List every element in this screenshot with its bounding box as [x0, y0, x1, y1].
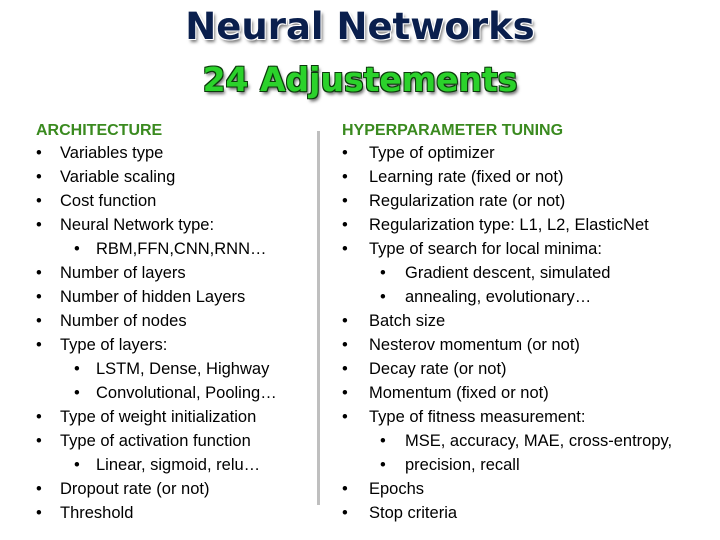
- list-item-text: MSE, accuracy, MAE, cross-entropy,: [405, 432, 673, 450]
- list-item: [36, 477, 306, 501]
- list-item-text: Gradient descent, simulated: [405, 264, 611, 282]
- sub-list-item: [36, 381, 306, 405]
- architecture-list: [36, 141, 306, 525]
- list-item-text: Linear, sigmoid, relu…: [96, 456, 261, 474]
- sub-list-item: [36, 357, 306, 381]
- list-item: [342, 333, 712, 357]
- list-item-text: Type of optimizer: [369, 144, 495, 162]
- bullet-icon: •: [36, 288, 42, 306]
- list-item-text: Neural Network type:: [60, 216, 215, 234]
- bullet-icon: •: [342, 240, 348, 258]
- list-item-text: Number of hidden Layers: [60, 288, 246, 306]
- list-item-text: Variable scaling: [60, 168, 176, 186]
- bullet-icon: •: [342, 168, 348, 186]
- list-item: [342, 213, 712, 237]
- list-item-text: Decay rate (or not): [369, 360, 507, 378]
- list-item: [36, 141, 306, 165]
- list-item-text: Learning rate (fixed or not): [369, 168, 564, 186]
- bullet-icon: •: [36, 168, 42, 186]
- list-item: [342, 309, 712, 333]
- bullet-icon: •: [380, 456, 386, 474]
- bullet-icon: •: [342, 504, 348, 522]
- bullet-icon: •: [380, 264, 386, 282]
- list-item-text: LSTM, Dense, Highway: [96, 360, 270, 378]
- bullet-icon: •: [342, 336, 348, 354]
- bullet-icon: •: [74, 384, 80, 402]
- architecture-column: [36, 121, 306, 525]
- list-item: [342, 141, 712, 165]
- bullet-icon: •: [36, 192, 42, 210]
- list-item-text: RBM,FFN,CNN,RNN…: [96, 240, 267, 258]
- sub-list-item: [342, 453, 712, 477]
- slide-title: Neural Networks: [185, 5, 535, 48]
- bullet-icon: •: [74, 360, 80, 378]
- bullet-icon: •: [74, 240, 80, 258]
- bullet-icon: •: [36, 144, 42, 162]
- bullet-icon: •: [342, 408, 348, 426]
- list-item-text: Dropout rate (or not): [60, 480, 210, 498]
- bullet-icon: •: [36, 264, 42, 282]
- list-item: [36, 333, 306, 357]
- list-item-text: Batch size: [369, 312, 446, 330]
- list-item-text: Variables type: [60, 144, 164, 162]
- architecture-heading: ARCHITECTURE: [36, 122, 163, 139]
- column-divider: [317, 131, 320, 505]
- list-item-text: Threshold: [60, 504, 134, 522]
- bullet-icon: •: [36, 312, 42, 330]
- bullet-icon: •: [380, 288, 386, 306]
- list-item-text: Number of nodes: [60, 312, 187, 330]
- bullet-icon: •: [342, 192, 348, 210]
- bullet-icon: •: [36, 432, 42, 450]
- sub-list-item: [36, 237, 306, 261]
- list-item-text: Stop criteria: [369, 504, 458, 522]
- list-item-text: Regularization rate (or not): [369, 192, 566, 210]
- list-item: [36, 285, 306, 309]
- hyperparameter-heading: HYPERPARAMETER TUNING: [342, 122, 564, 139]
- list-item-text: Regularization type: L1, L2, ElasticNet: [369, 216, 649, 234]
- hyperparameter-column: [342, 121, 712, 525]
- bullet-icon: •: [36, 408, 42, 426]
- bullet-icon: •: [342, 312, 348, 330]
- list-item: [342, 501, 712, 525]
- list-item: [36, 261, 306, 285]
- sub-list-item: [342, 285, 712, 309]
- list-item: [342, 165, 712, 189]
- list-item: [342, 237, 712, 261]
- bullet-icon: •: [36, 216, 42, 234]
- list-item-text: Type of layers:: [60, 336, 168, 354]
- list-item: [36, 405, 306, 429]
- list-item-text: Momentum (fixed or not): [369, 384, 549, 402]
- bullet-icon: •: [342, 144, 348, 162]
- list-item: [36, 165, 306, 189]
- bullet-icon: •: [342, 480, 348, 498]
- slide-subtitle: 24 Adjustements: [202, 60, 518, 99]
- sub-list-item: [342, 429, 712, 453]
- bullet-icon: •: [36, 336, 42, 354]
- list-item-text: Type of weight initialization: [60, 408, 257, 426]
- list-item-text: Type of activation function: [60, 432, 251, 450]
- list-item: [342, 405, 712, 429]
- list-item-text: Nesterov momentum (or not): [369, 336, 580, 354]
- list-item-text: Type of search for local minima:: [369, 240, 602, 258]
- list-item: [36, 309, 306, 333]
- list-item: [342, 477, 712, 501]
- list-item-text: precision, recall: [405, 456, 520, 474]
- hyperparameter-list: [342, 141, 712, 525]
- list-item-text: Epochs: [369, 480, 425, 498]
- list-item-text: Convolutional, Pooling…: [96, 384, 277, 402]
- bullet-icon: •: [74, 456, 80, 474]
- bullet-icon: •: [342, 360, 348, 378]
- list-item: [36, 189, 306, 213]
- list-item: [342, 189, 712, 213]
- bullet-icon: •: [342, 216, 348, 234]
- bullet-icon: •: [342, 384, 348, 402]
- list-item: [36, 501, 306, 525]
- list-item-text: Number of layers: [60, 264, 186, 282]
- sub-list-item: [342, 261, 712, 285]
- list-item: [36, 429, 306, 453]
- list-item: [342, 381, 712, 405]
- list-item: [342, 357, 712, 381]
- list-item-text: Cost function: [60, 192, 157, 210]
- bullet-icon: •: [36, 480, 42, 498]
- list-item-text: annealing, evolutionary…: [405, 288, 592, 306]
- list-item-text: Type of fitness measurement:: [369, 408, 586, 426]
- sub-list-item: [36, 453, 306, 477]
- list-item: [36, 213, 306, 237]
- bullet-icon: •: [380, 432, 386, 450]
- bullet-icon: •: [36, 504, 42, 522]
